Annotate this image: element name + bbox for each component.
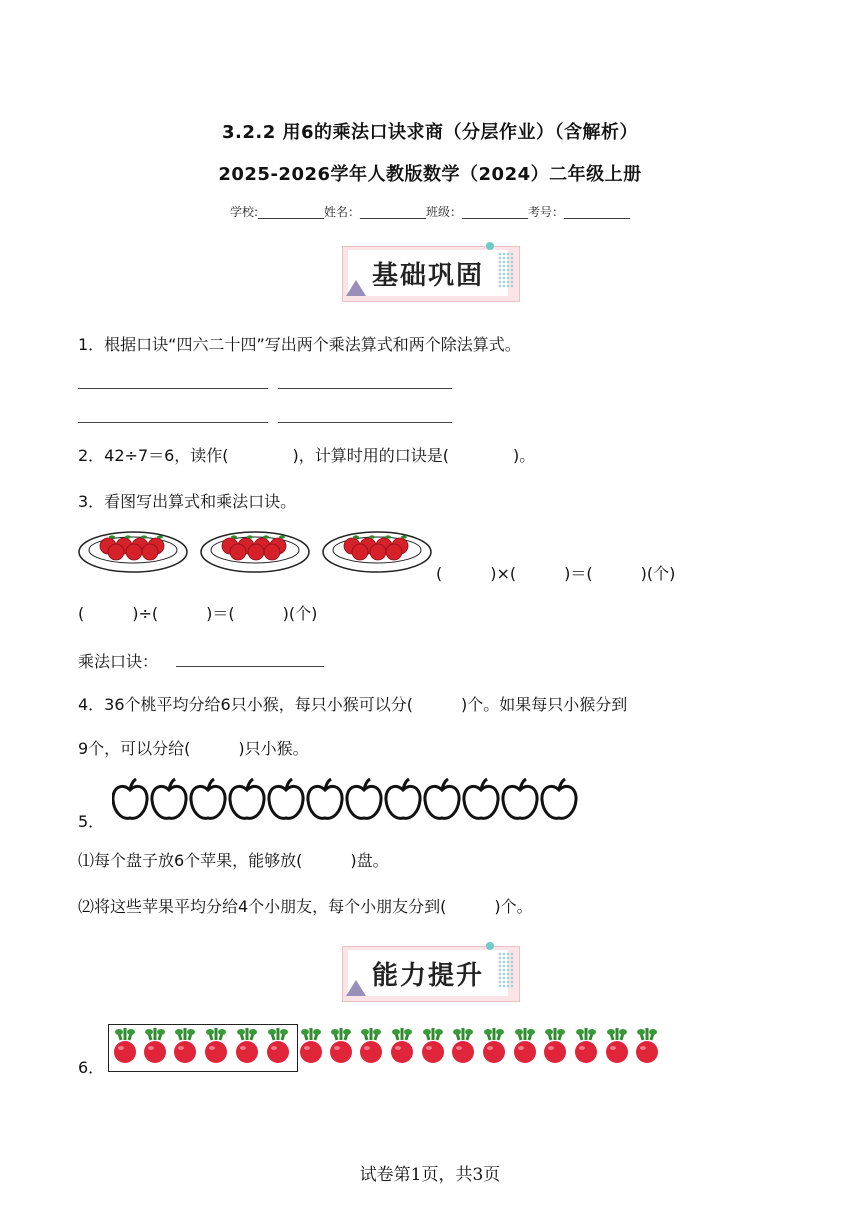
apple-outline	[152, 779, 186, 818]
radish	[236, 1028, 258, 1063]
apple-plate	[323, 532, 431, 572]
radish	[544, 1028, 566, 1063]
section-title-advanced: 能力提升	[348, 950, 508, 996]
question-4-line-1: 4．36个桃平均分给6只小猴，每只小猴可以分( )个。如果每只小猴分到	[78, 695, 628, 714]
apple-outline	[269, 779, 303, 818]
radish	[514, 1028, 536, 1063]
section-banner-basic	[336, 240, 522, 302]
apple-outline	[191, 779, 225, 818]
question-6-number: 6．	[78, 1058, 105, 1077]
apple-outline	[230, 779, 264, 818]
question-5-number: 5．	[78, 812, 105, 831]
rhyme-answer-line[interactable]	[176, 666, 324, 667]
radish	[205, 1028, 227, 1063]
section-title-basic: 基础巩固	[348, 250, 508, 296]
title-line-2: 2025-2026学年人教版数学（2024）二年级上册	[218, 164, 642, 185]
question-3-rhyme-label: 乘法口诀：	[78, 652, 159, 671]
radish	[452, 1028, 474, 1063]
answer-line[interactable]	[278, 388, 452, 389]
apple-outline	[347, 779, 381, 818]
radish	[330, 1028, 352, 1063]
apple-outline	[425, 779, 459, 818]
radish	[267, 1028, 289, 1063]
question-3-multiplication: ( )×( )＝( )(个)	[436, 564, 676, 583]
question-5-part-1: ⑴每个盘子放6个苹果，能够放( )盘。	[78, 851, 389, 870]
section-banner-advanced	[336, 940, 522, 1002]
radish	[144, 1028, 166, 1063]
question-2: 2．42÷7＝6，读作( )，计算时用的口诀是( )。	[78, 446, 536, 465]
apple-outline-row	[112, 776, 582, 822]
radish	[391, 1028, 413, 1063]
radish	[422, 1028, 444, 1063]
apple-outline	[464, 779, 498, 818]
radish	[114, 1028, 136, 1063]
radish	[174, 1028, 196, 1063]
apple-outline	[308, 779, 342, 818]
answer-line[interactable]	[78, 422, 268, 423]
radish	[300, 1028, 322, 1063]
answer-line[interactable]	[78, 388, 268, 389]
apple-outline	[503, 779, 537, 818]
radish	[636, 1028, 658, 1063]
apple-outline	[542, 779, 576, 818]
apple-plates-illustration	[78, 522, 438, 582]
question-3-division: ( )÷( )＝( )(个)	[78, 604, 318, 623]
radish	[483, 1028, 505, 1063]
question-5-part-2: ⑵将这些苹果平均分给4个小朋友，每个小朋友分到( )个。	[78, 897, 533, 916]
apple-outline	[386, 779, 420, 818]
title-line-1: 3.2.2 用6的乘法口诀求商（分层作业）（含解析）	[221, 122, 639, 143]
radish-row	[110, 1026, 670, 1068]
radish	[360, 1028, 382, 1063]
answer-line[interactable]	[278, 422, 452, 423]
apple-plate	[79, 532, 187, 572]
student-info-line: 学校:___________姓名：___________班级：___________考号：___________	[229, 205, 631, 219]
radish	[606, 1028, 628, 1063]
question-4-line-2: 9个，可以分给( )只小猴。	[78, 739, 309, 758]
page-footer: 试卷第1页，共3页	[359, 1165, 501, 1185]
question-3: 3．看图写出算式和乘法口诀。	[78, 492, 297, 511]
question-1: 1．根据口诀“四六二十四”写出两个乘法算式和两个除法算式。	[78, 335, 521, 354]
apple-plate	[201, 532, 309, 572]
radish	[575, 1028, 597, 1063]
apple-outline	[113, 779, 147, 818]
